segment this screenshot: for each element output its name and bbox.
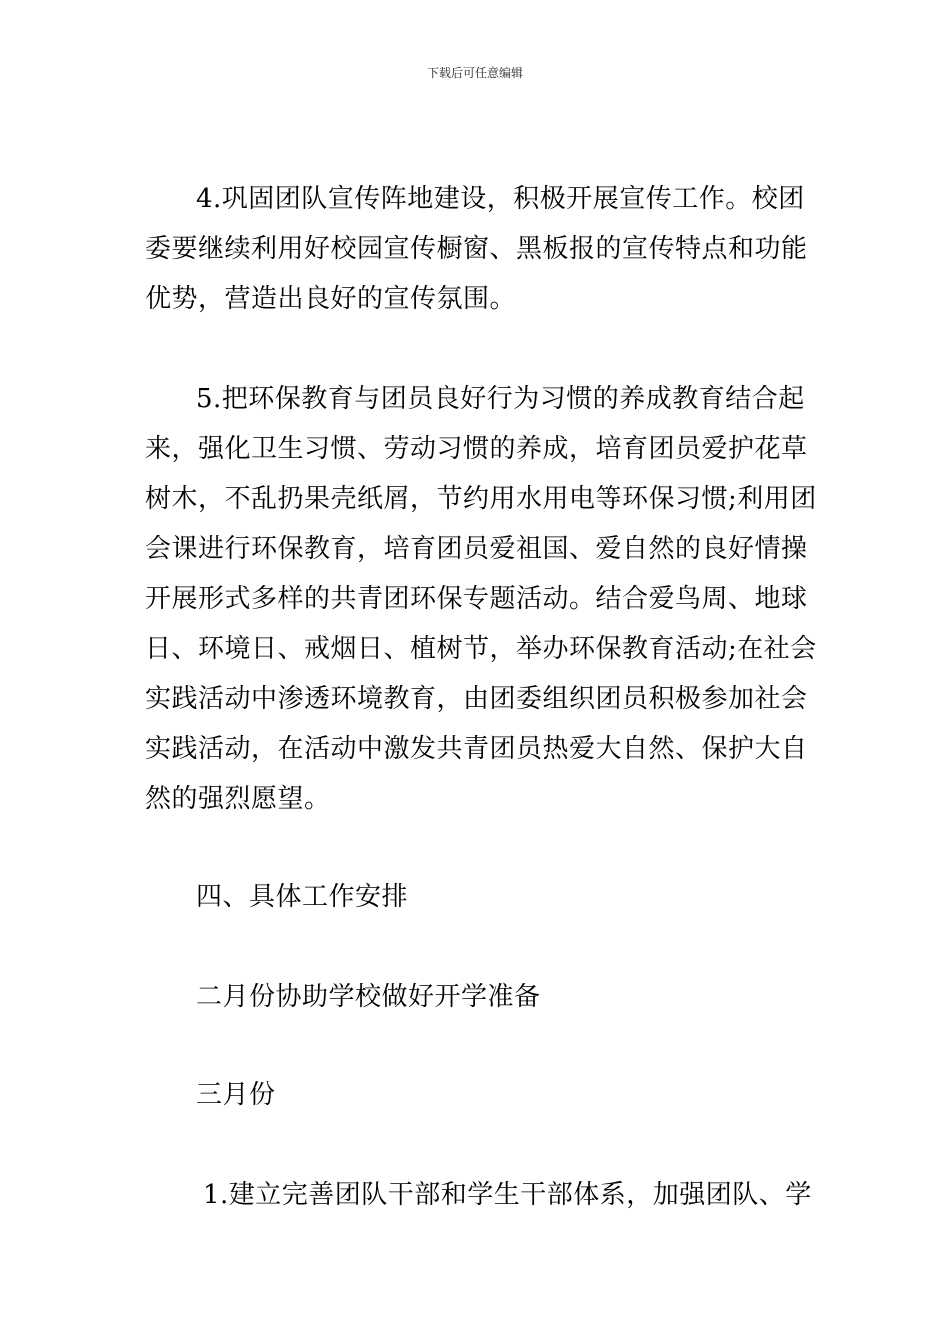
- paragraph-5-line-4: 会课进行环保教育，培育团员爱祖国、爱自然的良好情操: [145, 534, 808, 564]
- february-item: 二月份协助学校做好开学准备: [196, 982, 541, 1012]
- march-item-1-line-1: 1.建立完善团队干部和学生干部体系，加强团队、学: [203, 1180, 812, 1210]
- paragraph-5-line-7: 实践活动中渗透环境教育，由团委组织团员积极参加社会: [145, 684, 808, 714]
- march-heading: 三月份: [196, 1080, 276, 1110]
- paragraph-5-line-8: 实践活动，在活动中激发共青团员热爱大自然、保护大自: [145, 734, 808, 764]
- paragraph-5-line-5: 开展形式多样的共青团环保专题活动。结合爱鸟周、地球: [145, 584, 808, 614]
- section-heading: 四、具体工作安排: [196, 882, 409, 912]
- paragraph-4-line-2: 委要继续利用好校园宣传橱窗、黑板报的宣传特点和功能: [145, 234, 808, 264]
- paragraph-4-line-3: 优势，营造出良好的宣传氛围。: [145, 284, 517, 314]
- paragraph-5-line-9: 然的强烈愿望。: [145, 784, 331, 814]
- paragraph-5-line-6: 日、环境日、戒烟日、植树节，举办环保教育活动;在社会: [145, 634, 817, 664]
- paragraph-5-line-1: 5.把环保教育与团员良好行为习惯的养成教育结合起: [196, 384, 805, 414]
- paragraph-5-line-2: 来，强化卫生习惯、劳动习惯的养成，培育团员爱护花草: [145, 434, 808, 464]
- paragraph-4-line-1: 4.巩固团队宣传阵地建设，积极开展宣传工作。校团: [196, 184, 805, 214]
- page-header: 下载后可任意编辑: [426, 66, 523, 80]
- paragraph-5-line-3: 树木，不乱扔果壳纸屑，节约用水用电等环保习惯;利用团: [145, 484, 817, 514]
